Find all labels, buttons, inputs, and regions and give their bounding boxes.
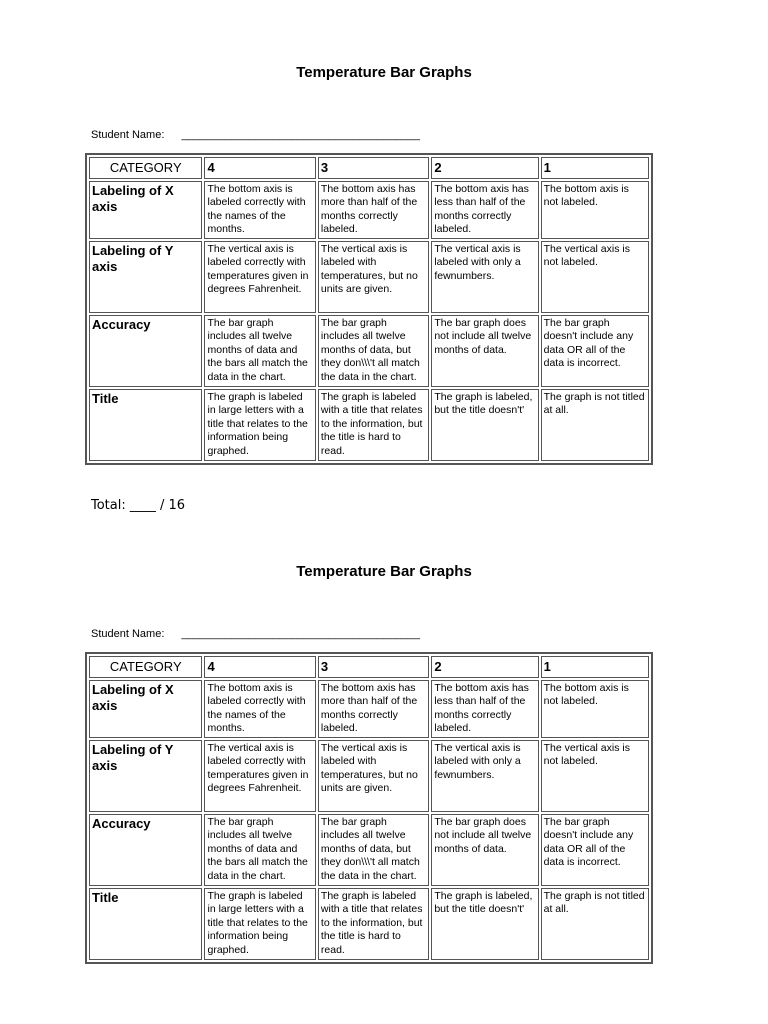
rubric-table xyxy=(85,652,653,964)
student-name-blank: _______________________________________ xyxy=(181,628,421,640)
student-name-blank: _______________________________________ xyxy=(181,129,421,141)
header-level-2: 2 xyxy=(431,656,538,678)
table-cell: The graph is labeled, but the title doesn't' xyxy=(431,389,538,461)
table-row xyxy=(89,740,649,812)
table-cell: The graph is labeled, but the title doesn't' xyxy=(431,888,538,960)
table-cell: The bottom axis has more than half of the months correctly labeled. xyxy=(318,680,429,738)
table-row xyxy=(89,241,649,313)
table-cell: The bar graph doesn't include any data OR all of the data is incorrect. xyxy=(541,315,649,387)
table-cell: The vertical axis is labeled with temperatures, but no units are given. xyxy=(318,740,429,812)
table-cell: The bar graph includes all twelve months of data, but they don\\\'t all match the data in the chart. xyxy=(318,315,429,387)
total-score: Total: ____ / 16 xyxy=(91,498,186,513)
header-level-4: 4 xyxy=(204,157,315,179)
header-level-3: 3 xyxy=(318,656,429,678)
table-row xyxy=(89,315,649,387)
table-cell: The vertical axis is not labeled. xyxy=(541,241,649,313)
rubric-table xyxy=(85,153,653,465)
table-cell: The bottom axis is not labeled. xyxy=(541,181,649,239)
criterion-cell: Labeling of Y axis xyxy=(89,740,202,812)
table-cell: The graph is labeled with a title that relates to the information, but the title is hard to read. xyxy=(318,888,429,960)
table-cell: The bar graph does not include all twelve months of data. xyxy=(431,814,538,886)
criterion-cell: Accuracy xyxy=(89,814,202,886)
student-name-line xyxy=(91,129,420,141)
table-cell: The bottom axis has less than half of the months correctly labeled. xyxy=(431,680,538,738)
table-row xyxy=(89,814,649,886)
table-cell: The bottom axis has more than half of the months correctly labeled. xyxy=(318,181,429,239)
table-cell: The bar graph doesn't include any data OR all of the data is incorrect. xyxy=(541,814,649,886)
criterion-cell: Labeling of X axis xyxy=(89,181,202,239)
header-level-1: 1 xyxy=(541,656,649,678)
table-cell: The vertical axis is not labeled. xyxy=(541,740,649,812)
rubric-title: Temperature Bar Graphs xyxy=(296,563,472,580)
table-cell: The bottom axis has less than half of the months correctly labeled. xyxy=(431,181,538,239)
table-cell: The graph is not titled at all. xyxy=(541,888,649,960)
table-cell: The vertical axis is labeled with only a fewnumbers. xyxy=(431,241,538,313)
table-cell: The bottom axis is labeled correctly with the names of the months. xyxy=(204,181,315,239)
student-name-label: Student Name: xyxy=(91,129,165,141)
table-cell: The graph is labeled with a title that relates to the information, but the title is hard to read. xyxy=(318,389,429,461)
criterion-cell: Title xyxy=(89,389,202,461)
table-cell: The bottom axis is not labeled. xyxy=(541,680,649,738)
student-name-label: Student Name: xyxy=(91,628,165,640)
table-row xyxy=(89,181,649,239)
table-cell: The vertical axis is labeled correctly with temperatures given in degrees Fahrenheit. xyxy=(204,740,315,812)
header-level-2: 2 xyxy=(431,157,538,179)
header-category: CATEGORY xyxy=(89,656,202,678)
table-cell: The graph is labeled in large letters with a title that relates to the information being graphed. xyxy=(204,389,315,461)
header-level-4: 4 xyxy=(204,656,315,678)
header-level-3: 3 xyxy=(318,157,429,179)
criterion-cell: Labeling of Y axis xyxy=(89,241,202,313)
table-cell: The graph is not titled at all. xyxy=(541,389,649,461)
criterion-cell: Accuracy xyxy=(89,315,202,387)
header-level-1: 1 xyxy=(541,157,649,179)
student-name-line xyxy=(91,628,420,640)
table-cell: The graph is labeled in large letters with a title that relates to the information being graphed. xyxy=(204,888,315,960)
header-category: CATEGORY xyxy=(89,157,202,179)
table-cell: The bottom axis is labeled correctly with the names of the months. xyxy=(204,680,315,738)
criterion-cell: Title xyxy=(89,888,202,960)
table-row xyxy=(89,680,649,738)
criterion-cell: Labeling of X axis xyxy=(89,680,202,738)
header-row xyxy=(89,157,649,179)
table-cell: The bar graph includes all twelve months of data, but they don\\\'t all match the data in the chart. xyxy=(318,814,429,886)
rubric-title: Temperature Bar Graphs xyxy=(296,64,472,81)
table-cell: The bar graph includes all twelve months of data and the bars all match the data in the chart. xyxy=(204,315,315,387)
table-cell: The vertical axis is labeled correctly with temperatures given in degrees Fahrenheit. xyxy=(204,241,315,313)
table-cell: The vertical axis is labeled with temperatures, but no units are given. xyxy=(318,241,429,313)
table-cell: The bar graph includes all twelve months of data and the bars all match the data in the chart. xyxy=(204,814,315,886)
header-row xyxy=(89,656,649,678)
table-row xyxy=(89,888,649,960)
table-row xyxy=(89,389,649,461)
table-cell: The vertical axis is labeled with only a fewnumbers. xyxy=(431,740,538,812)
table-cell: The bar graph does not include all twelve months of data. xyxy=(431,315,538,387)
